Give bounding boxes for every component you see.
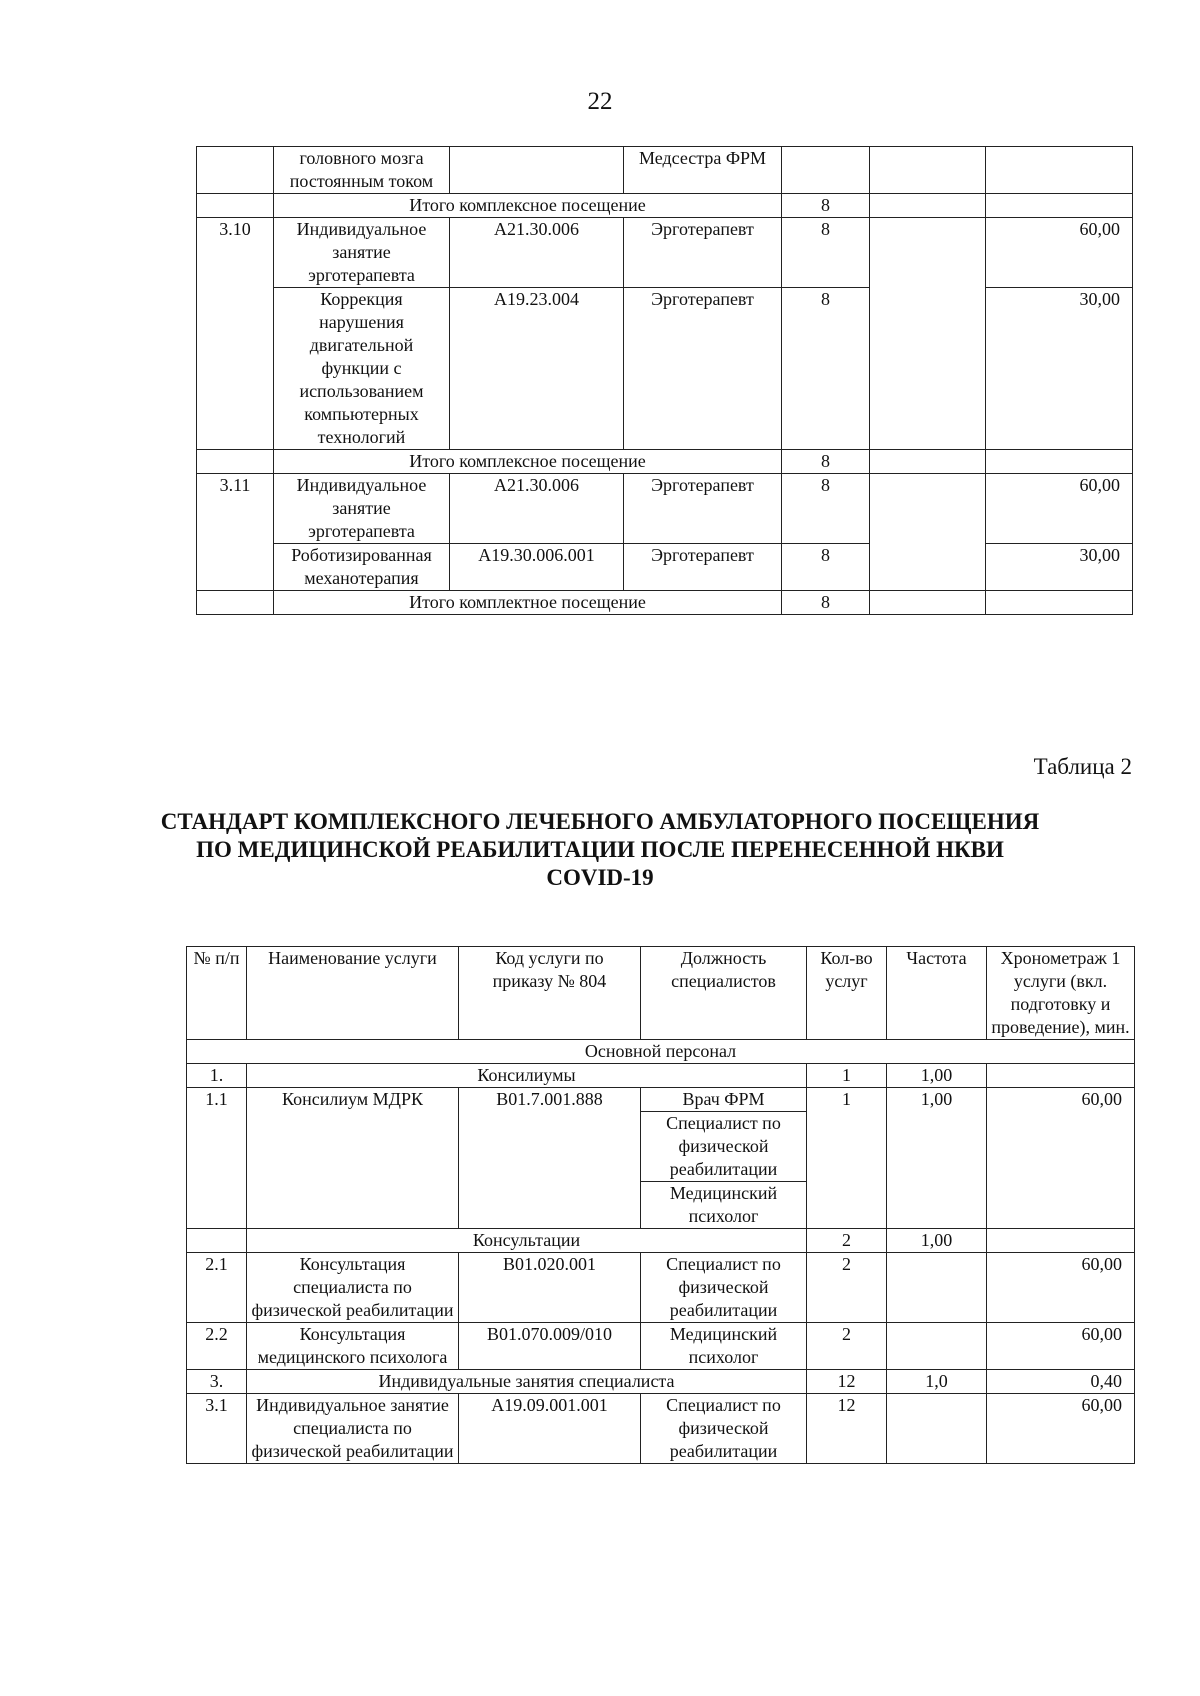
subtotal-quantity: 8 — [782, 194, 870, 218]
cell-quantity: 2 — [807, 1253, 887, 1323]
cell-number: 1.1 — [187, 1088, 247, 1229]
table-row — [187, 1394, 1135, 1464]
header-specialists: Должность специалистов — [641, 947, 807, 1040]
cell-specialist: Медсестра ФРМ — [624, 147, 782, 194]
cell-specialist: Эрготерапевт — [624, 288, 782, 450]
cell-quantity: 12 — [807, 1394, 887, 1464]
cell-frequency — [870, 474, 986, 591]
page-number: 22 — [587, 88, 613, 115]
cell-code: B01.070.009/010 — [459, 1323, 641, 1370]
cell-specialist: Эрготерапевт — [624, 544, 782, 591]
cell-frequency: 1,00 — [887, 1229, 987, 1253]
cell-duration: 60,00 — [987, 1394, 1135, 1464]
cell-service-name: Индивидуальное занятие эрготерапевта — [274, 474, 450, 544]
cell-specialist: Медицинский психолог — [641, 1323, 807, 1370]
cell-number: 3.1 — [187, 1394, 247, 1464]
subtotal-row — [197, 450, 1133, 474]
cell-number: 3. — [187, 1370, 247, 1394]
header-quantity: Кол-во услуг — [807, 947, 887, 1040]
subtotal-label: Итого комплексное посещение — [274, 450, 782, 474]
cell-frequency — [870, 147, 986, 194]
header-service-name: Наименование услуги — [247, 947, 459, 1040]
table-row — [187, 1253, 1135, 1323]
cell-code: A19.23.004 — [450, 288, 624, 450]
cell-number: 3.10 — [197, 218, 274, 450]
cell-code: A19.09.001.001 — [459, 1394, 641, 1464]
cell-code: A19.30.006.001 — [450, 544, 624, 591]
subtotal-quantity: 8 — [782, 591, 870, 615]
table-row — [197, 288, 1133, 450]
cell-duration: 30,00 — [986, 288, 1133, 450]
cell-number: 1. — [187, 1064, 247, 1088]
cell-service-name: Консультация медицинского психолога — [247, 1323, 459, 1370]
subtotal-row — [197, 591, 1133, 615]
table-row — [197, 544, 1133, 591]
services-table-continuation — [196, 146, 1133, 615]
group-label: Индивидуальные занятия специалиста — [247, 1370, 807, 1394]
cell-service-name: Роботизированная механотерапия — [274, 544, 450, 591]
cell-frequency: 1,00 — [887, 1088, 987, 1229]
subtotal-row — [197, 194, 1133, 218]
table-caption: Таблица 2 — [1033, 754, 1132, 779]
cell-duration: 60,00 — [987, 1088, 1135, 1229]
cell-quantity: 12 — [807, 1370, 887, 1394]
cell-frequency: 1,00 — [887, 1064, 987, 1088]
group-label: Консультации — [247, 1229, 807, 1253]
subtotal-label: Итого комплектное посещение — [274, 591, 782, 615]
cell-specialist: Эрготерапевт — [624, 474, 782, 544]
cell-frequency — [870, 218, 986, 450]
subtotal-quantity: 8 — [782, 450, 870, 474]
cell-number: 3.11 — [197, 474, 274, 591]
group-row — [187, 1229, 1135, 1253]
cell-duration: 60,00 — [986, 218, 1133, 288]
header-code: Код услуги по приказу № 804 — [459, 947, 641, 1040]
table-row — [197, 218, 1133, 288]
cell-specialist: Специалист по физической реабилитации — [641, 1112, 807, 1182]
cell-quantity: 2 — [807, 1323, 887, 1370]
cell-quantity — [782, 147, 870, 194]
cell-specialist: Специалист по физической реабилитации — [641, 1253, 807, 1323]
title-line-3: COVID-19 — [546, 865, 654, 890]
table-row — [197, 147, 1133, 194]
cell-service-name: Коррекция нарушения двигательной функции с использованием компьютерных технологий — [274, 288, 450, 450]
cell-service-name: Индивидуальное занятие специалиста по физической реабилитации — [247, 1394, 459, 1464]
cell-quantity: 2 — [807, 1229, 887, 1253]
cell-service-name: Консилиум МДРК — [247, 1088, 459, 1229]
cell-duration: 30,00 — [986, 544, 1133, 591]
title-line-2: ПО МЕДИЦИНСКОЙ РЕАБИЛИТАЦИИ ПОСЛЕ ПЕРЕНЕСЕННОЙ НКВИ — [196, 837, 1004, 862]
table-row — [187, 1088, 1135, 1112]
cell-specialist: Эрготерапевт — [624, 218, 782, 288]
cell-service-name: головного мозга постоянным током — [274, 147, 450, 194]
section-row — [187, 1040, 1135, 1064]
cell-duration: 0,40 — [987, 1370, 1135, 1394]
cell-number — [197, 147, 274, 194]
standard-table — [186, 946, 1135, 1464]
cell-specialist: Врач ФРМ — [641, 1088, 807, 1112]
subtotal-label: Итого комплексное посещение — [274, 194, 782, 218]
group-row — [187, 1370, 1135, 1394]
header-row — [187, 947, 1135, 1040]
section-label: Основной персонал — [187, 1040, 1135, 1064]
group-label: Консилиумы — [247, 1064, 807, 1088]
cell-code: B01.020.001 — [459, 1253, 641, 1323]
header-frequency: Частота — [887, 947, 987, 1040]
table-row — [187, 1323, 1135, 1370]
cell-duration — [986, 147, 1133, 194]
cell-quantity: 8 — [782, 544, 870, 591]
cell-number: 2.2 — [187, 1323, 247, 1370]
cell-code: B01.7.001.888 — [459, 1088, 641, 1229]
cell-service-name: Индивидуальное занятие эрготерапевта — [274, 218, 450, 288]
cell-code — [450, 147, 624, 194]
cell-specialist: Специалист по физической реабилитации — [641, 1394, 807, 1464]
cell-number: 2.1 — [187, 1253, 247, 1323]
cell-quantity: 1 — [807, 1064, 887, 1088]
cell-frequency: 1,0 — [887, 1370, 987, 1394]
cell-duration: 60,00 — [987, 1253, 1135, 1323]
cell-code: A21.30.006 — [450, 474, 624, 544]
document-title — [150, 808, 1050, 892]
cell-duration: 60,00 — [987, 1323, 1135, 1370]
header-duration: Хронометраж 1 услуги (вкл. подготовку и проведение), мин. — [987, 947, 1135, 1040]
group-row — [187, 1064, 1135, 1088]
cell-duration: 60,00 — [986, 474, 1133, 544]
cell-quantity: 8 — [782, 474, 870, 544]
table-row — [197, 474, 1133, 544]
cell-quantity: 8 — [782, 218, 870, 288]
cell-service-name: Консультация специалиста по физической реабилитации — [247, 1253, 459, 1323]
cell-code: A21.30.006 — [450, 218, 624, 288]
cell-quantity: 1 — [807, 1088, 887, 1229]
cell-quantity: 8 — [782, 288, 870, 450]
title-line-1: СТАНДАРТ КОМПЛЕКСНОГО ЛЕЧЕБНОГО АМБУЛАТОРНОГО ПОСЕЩЕНИЯ — [160, 809, 1040, 834]
header-number: № п/п — [187, 947, 247, 1040]
cell-specialist: Медицинский психолог — [641, 1182, 807, 1229]
